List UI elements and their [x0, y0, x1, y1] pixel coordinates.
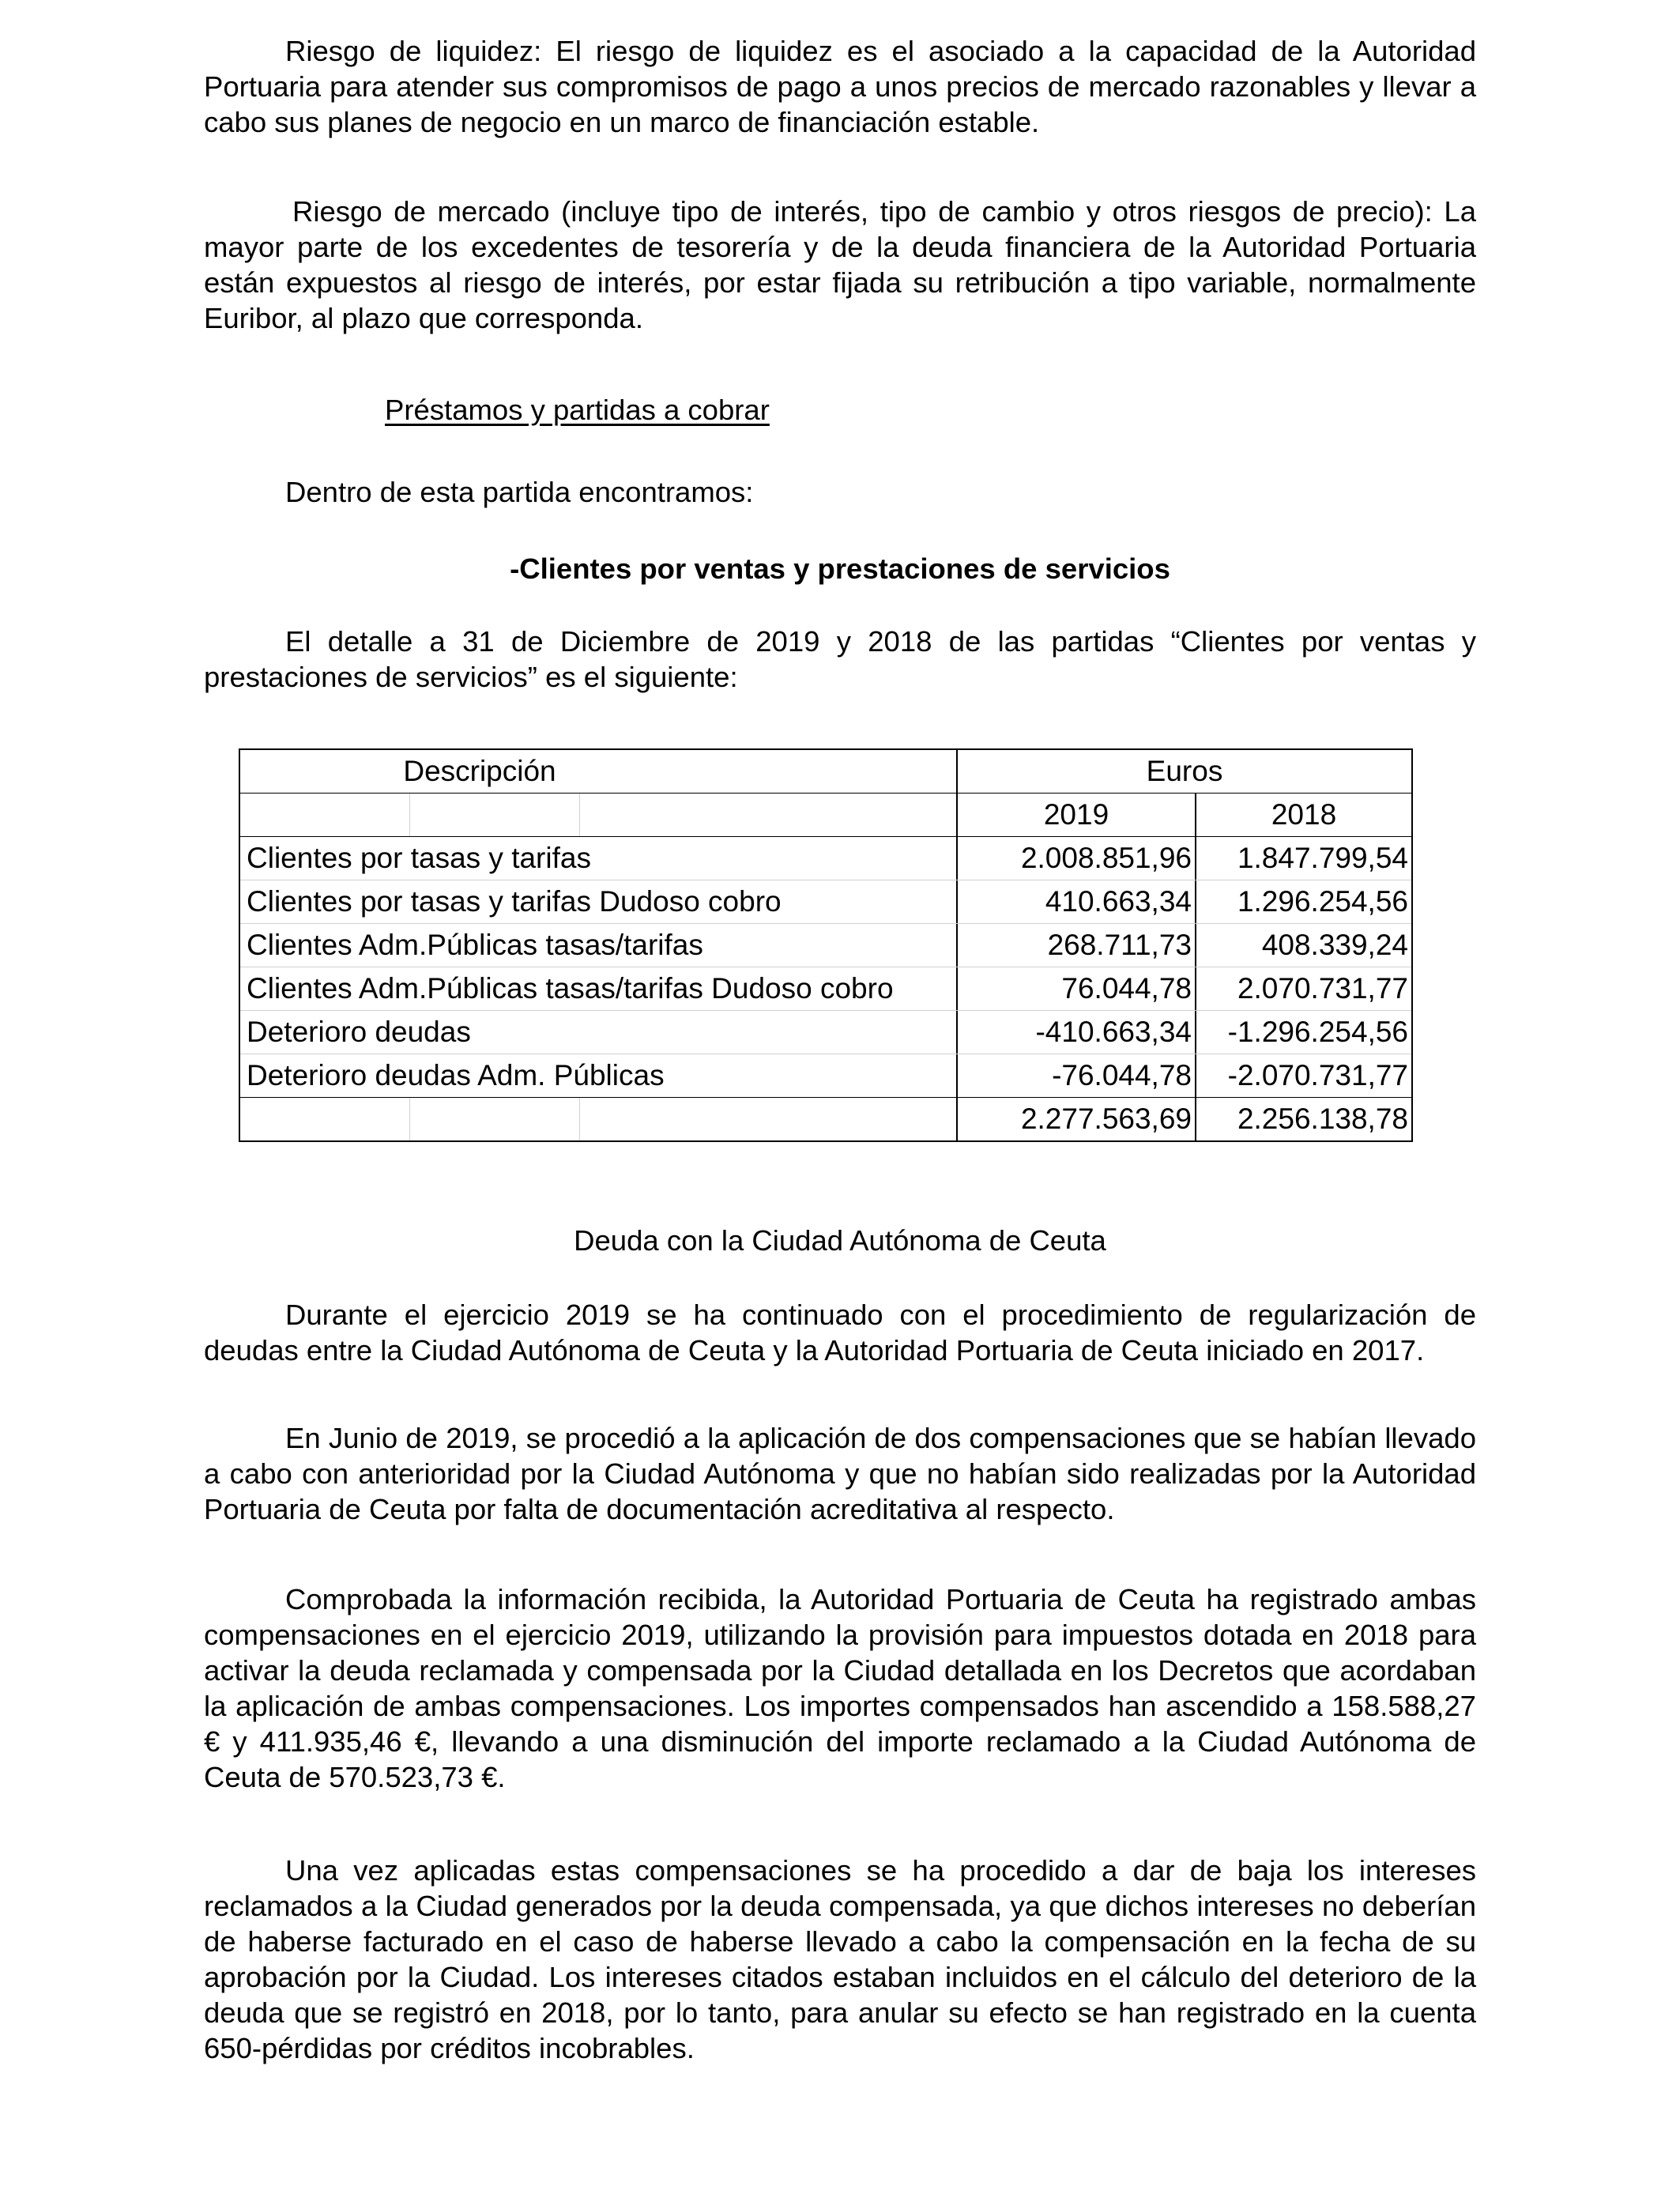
total-2019: 2.277.563,69 — [958, 1098, 1196, 1140]
row-value-2018: 1.296.254,56 — [1237, 885, 1408, 918]
row-value-2018: 1.847.799,54 — [1237, 842, 1408, 874]
row-desc: Deterioro deudas Adm. Públicas — [240, 1054, 958, 1097]
paragraph-detalle: El detalle a 31 de Diciembre de 2019 y 2018 de las partidas “Clientes por ventas y prestaciones de servicios” es el siguiente: — [204, 625, 1476, 693]
paragraph-comprobada: Comprobada la información recibida, la Autoridad Portuaria de Ceuta ha registrado ambas compensaciones en el ejercicio 2019, utilizando la provisión para impuestos dotada en 2018 para activar la deuda reclamada y compensada por la Ciudad detallada en los Decretos que acordaban la aplicación de ambas compensaciones. Los importes compensados han ascendido a 158.588,27 € y 411.935,46 €, llevando a una disminución del importe reclamado a la Ciudad Autónoma de Ceuta de 570.523,73 €. — [204, 1583, 1476, 1793]
row-desc: Clientes Adm.Públicas tasas/tarifas — [240, 924, 958, 967]
row-desc: Clientes por tasas y tarifas — [240, 837, 958, 880]
clientes-table — [239, 748, 1413, 1142]
table-row — [240, 1054, 1411, 1097]
blank-desc-cell — [240, 1098, 958, 1140]
row-value-2018: 408.339,24 — [1261, 929, 1408, 961]
header-euros: Euros — [1146, 755, 1223, 787]
row-value-2019: 410.663,34 — [958, 880, 1196, 923]
table-row — [240, 836, 1411, 880]
heading-clientes: -Clientes por ventas y prestaciones de servicios — [510, 552, 1170, 585]
paragraph-dentro: Dentro de esta partida encontramos: — [285, 476, 754, 508]
table-total-row — [240, 1097, 1411, 1140]
row-value-2019: 268.711,73 — [958, 924, 1196, 967]
table-row — [240, 1010, 1411, 1054]
row-desc: Clientes por tasas y tarifas Dudoso cobro — [240, 880, 958, 923]
blank-desc-cell — [240, 794, 958, 836]
header-year-2019: 2019 — [958, 794, 1196, 836]
paragraph-durante: Durante el ejercicio 2019 se ha continuado con el procedimiento de regularización de deudas entre la Ciudad Autónoma de Ceuta y la Autoridad Portuaria de Ceuta iniciado en 2017. — [204, 1299, 1476, 1367]
table-header-row — [240, 750, 1411, 793]
paragraph-junio: En Junio de 2019, se procedió a la aplicación de dos compensaciones que se habían llevado a cabo con anterioridad por la Ciudad Autónoma y que no habían sido realizadas por la Autoridad Portuaria de Ceuta por falta de documentación acreditativa al respecto. — [204, 1422, 1476, 1525]
header-descripcion: Descripción — [240, 750, 958, 793]
row-value-2019: -76.044,78 — [958, 1054, 1196, 1097]
table-row — [240, 967, 1411, 1010]
row-value-2019: 76.044,78 — [958, 967, 1196, 1010]
header-year-2018: 2018 — [1271, 798, 1337, 831]
heading-prestamos: Préstamos y partidas a cobrar — [385, 394, 770, 426]
row-value-2019: 2.008.851,96 — [958, 837, 1196, 880]
row-desc: Deterioro deudas — [240, 1011, 958, 1054]
row-desc: Clientes Adm.Públicas tasas/tarifas Dudoso cobro — [240, 967, 958, 1010]
paragraph-una-vez: Una vez aplicadas estas compensaciones se ha procedido a dar de baja los intereses reclamados a la Ciudad generados por la deuda compensada, ya que dichos intereses no deberían de haberse facturado en el caso de haberse llevado a cabo la compensación en la fecha de su aprobación por la Ciudad. Los intereses citados estaban incluidos en el cálculo del deterioro de la deuda que se registró en 2018, por lo tanto, para anular su efecto se han registrado en la cuenta 650-pérdidas por créditos incobrables. — [204, 1854, 1476, 2064]
row-value-2018: -2.070.731,77 — [1227, 1059, 1408, 1091]
paragraph-riesgo-mercado: Riesgo de mercado (incluye tipo de interés, tipo de cambio y otros riesgos de precio): La mayor parte de los excedentes de tesorería y de la deuda financiera de la Autoridad Portuaria están expuestos al riesgo de interés, por estar fijada su retribución a tipo variable, normalmente Euribor, al plazo que corresponda. — [204, 195, 1476, 334]
total-2018: 2.256.138,78 — [1237, 1103, 1408, 1135]
row-value-2018: -1.296.254,56 — [1227, 1016, 1408, 1048]
table-year-row — [240, 793, 1411, 836]
table-row — [240, 880, 1411, 923]
table-row — [240, 923, 1411, 967]
paragraph-riesgo-liquidez: Riesgo de liquidez: El riesgo de liquidez es el asociado a la capacidad de la Autoridad Portuaria para atender sus compromisos de pago a unos precios de mercado razonables y llevar a cabo sus planes de negocio en un marco de financiación estable. — [204, 35, 1476, 138]
row-value-2019: -410.663,34 — [958, 1011, 1196, 1054]
row-value-2018: 2.070.731,77 — [1237, 972, 1408, 1005]
heading-deuda-ceuta: Deuda con la Ciudad Autónoma de Ceuta — [574, 1224, 1106, 1257]
